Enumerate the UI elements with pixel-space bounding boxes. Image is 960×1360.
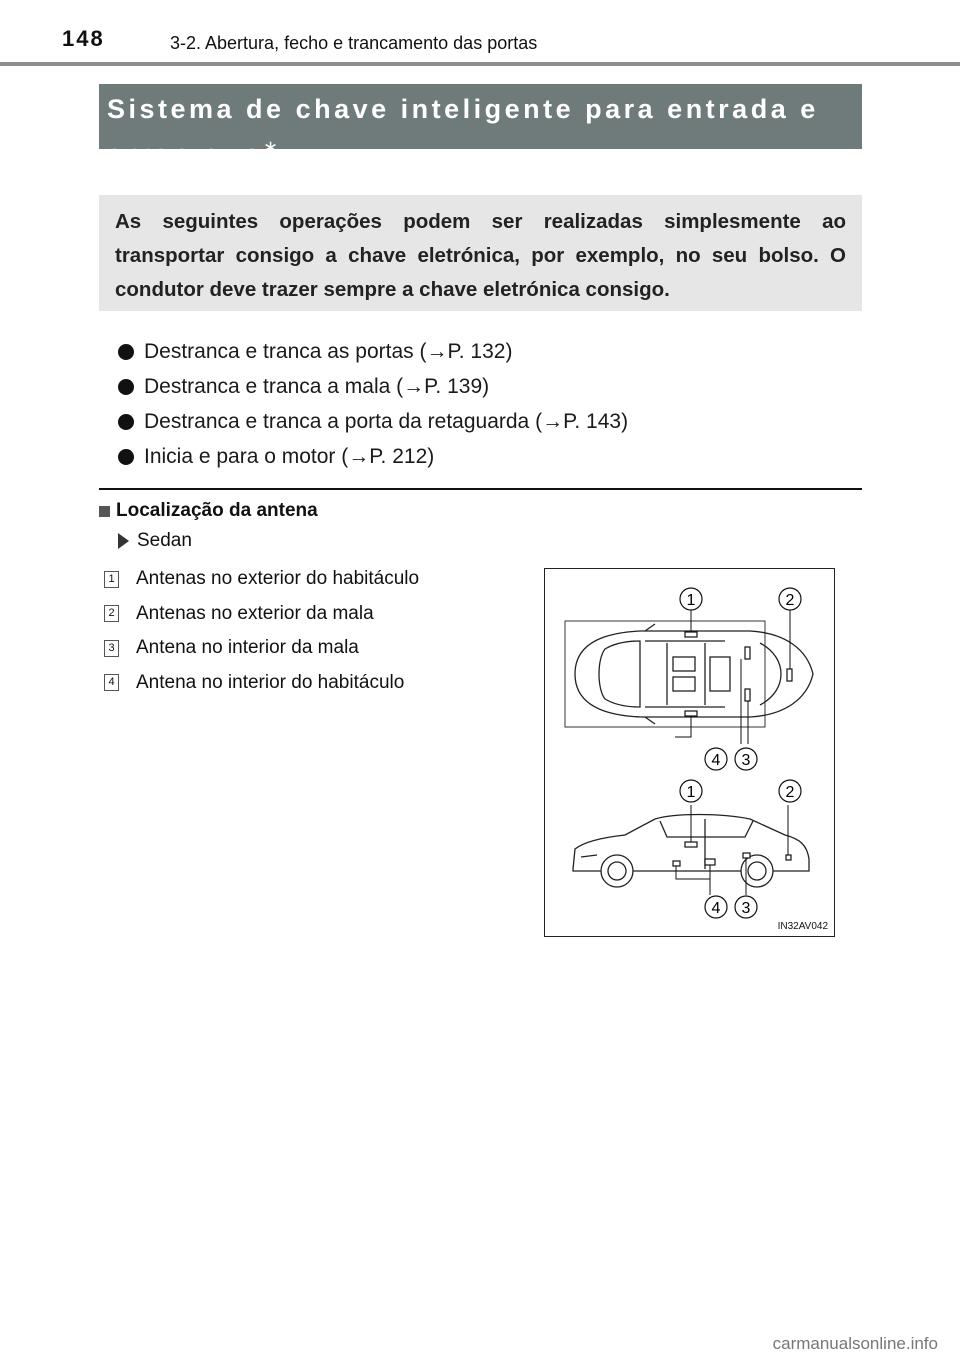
legend-number: 3: [104, 640, 119, 657]
legend-item: [104, 666, 524, 701]
callout-number: 2: [785, 592, 795, 609]
square-bullet-icon: [99, 506, 110, 517]
callout-number: 3: [741, 752, 751, 769]
header-divider: [0, 62, 960, 66]
antenna-markers-top: [685, 632, 792, 716]
page-title-text: Sistema de chave inteligente para entrada e arran-que: [107, 94, 819, 169]
page-title: [107, 90, 847, 173]
bullet-label: Destranca e tranca a porta da retaguarda (→P. 143): [144, 409, 629, 433]
legend-label: Antena no interior da mala: [136, 637, 359, 659]
callouts-side: [680, 780, 801, 918]
legend-label: Antena no interior do habitáculo: [136, 671, 405, 693]
antenna-diagram: [544, 568, 835, 937]
bullet-dot-icon: [118, 344, 134, 360]
intro-box: [99, 195, 862, 311]
top-view-frame: [565, 621, 765, 727]
callout-number: 3: [741, 900, 751, 917]
section-divider: [99, 488, 862, 490]
legend-item: [104, 631, 524, 666]
callout-number: 4: [711, 900, 721, 917]
title-footnote-marker: ∗: [263, 137, 282, 157]
bullet-item: [118, 404, 818, 439]
bullet-dot-icon: [118, 414, 134, 430]
legend-item: [104, 597, 524, 632]
variant-heading: [118, 530, 192, 552]
legend-number: 2: [104, 605, 119, 622]
triangle-bullet-icon: [118, 533, 129, 549]
bullet-label: Destranca e tranca a mala (→P. 139): [144, 374, 490, 398]
legend-number: 1: [104, 571, 119, 588]
footer-watermark[interactable]: carmanualsonline.info: [772, 1334, 938, 1353]
intro-text: As seguintes operações podem ser realizadas simplesmente ao transportar consigo a chave eletrónica, por exemplo, no seu bolso. O condutor deve trazer sempre a chave eletrónica consigo.: [115, 210, 846, 301]
car-top-view: [575, 624, 813, 724]
variant-label: Sedan: [137, 530, 192, 551]
antenna-markers-side: [673, 842, 791, 866]
bullet-list: [118, 334, 818, 474]
section-header: 3-2. Abertura, fecho e trancamento das portas: [170, 33, 538, 53]
legend-number: 4: [104, 674, 119, 691]
callout-number: 2: [785, 784, 795, 801]
bullet-dot-icon: [118, 449, 134, 465]
legend-item: [104, 562, 524, 597]
callout-number: 1: [686, 784, 696, 801]
bullet-item: [118, 439, 818, 474]
subsection-title: Localização da antena: [116, 500, 318, 521]
diagram-code: IN32AV042: [777, 921, 828, 932]
legend-label: Antenas no exterior do habitáculo: [136, 568, 420, 590]
title-band: [99, 84, 862, 169]
page-number: 148: [62, 26, 105, 51]
bullet-label: Inicia e para o motor (→P. 212): [144, 444, 435, 468]
bullet-item: [118, 369, 818, 404]
callout-number: 1: [686, 592, 696, 609]
bullet-item: [118, 334, 818, 369]
leader-lines-side: [676, 805, 788, 895]
subsection-heading: [99, 500, 318, 522]
callout-number: 4: [711, 752, 721, 769]
antenna-legend: [104, 562, 524, 700]
bullet-dot-icon: [118, 379, 134, 395]
legend-label: Antenas no exterior da mala: [136, 602, 374, 624]
bullet-label: Destranca e tranca as portas (→P. 132): [144, 339, 513, 363]
car-diagram-svg: [545, 569, 836, 938]
